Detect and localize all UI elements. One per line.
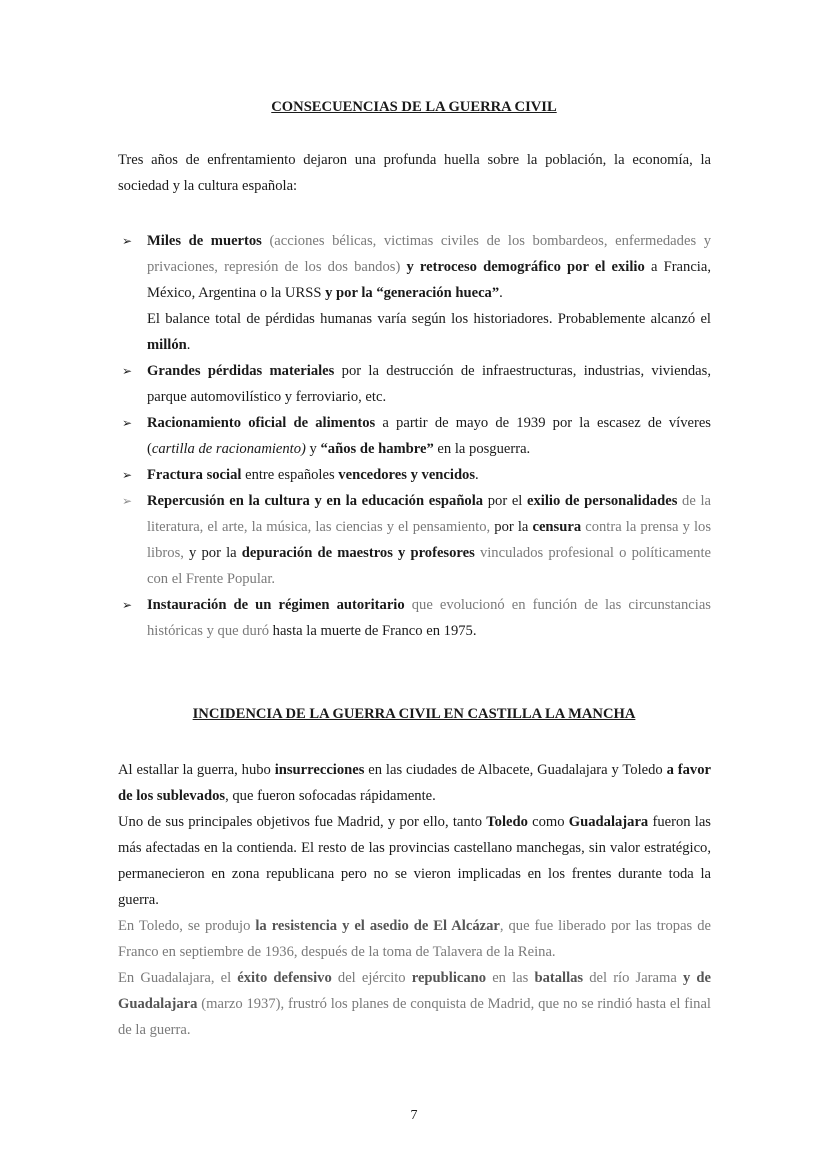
list-item-perdidas: ➢ Grandes pérdidas materiales por la destrucción de infraestructuras, industrias, viviendas, parque automovilístico y ferroviario, etc. — [118, 358, 711, 410]
arrow-bullet-icon: ➢ — [122, 364, 133, 378]
list-item-fractura: ➢ Fractura social entre españoles vencedores y vencidos. — [118, 462, 711, 488]
paragraph-toledo: En Toledo, se produjo la resistencia y el asedio de El Alcázar, que fue liberado por las tropas de Franco en septiembre de 1936, después de la toma de Talavera de la Reina. — [118, 918, 711, 960]
intro-paragraph: Tres años de enfrentamiento dejaron una profunda huella sobre la población, la economía, la sociedad y la cultura española: — [118, 152, 711, 194]
section-title-incidencia: INCIDENCIA DE LA GUERRA CIVIL EN CASTILLA LA MANCHA — [192, 706, 636, 722]
list-item-cultura: ➢ Repercusión en la cultura y en la educación española por el exilio de personalidades de la literatura, el arte, la música, las ciencias y el pensamiento, por la censura contra la prensa y los libros, y por la depuración de maestros y profesores vinculados profesional o políticamente con el Frente Popular. — [118, 488, 711, 592]
section2-body — [118, 757, 711, 1043]
arrow-bullet-icon: ➢ — [122, 416, 133, 430]
paragraph-insurrecciones: Al estallar la guerra, hubo insurrecciones en las ciudades de Albacete, Guadalajara y Toledo a favor de los sublevados, que fueron sofocadas rápidamente. — [118, 762, 711, 804]
page-number: 7 — [410, 1108, 418, 1123]
list-item-muertos: ➢ Miles de muertos (acciones bélicas, victimas civiles de los bombardeos, enfermedades y privaciones, represión de los dos bandos) y retroceso demográfico por el exilio a Francia, México, Argentina o la URSS y por la “generación hueca”. El balance total de pérdidas humanas varía según los historiadores. Probablemente alcanzó el millón. — [118, 228, 711, 358]
arrow-bullet-icon: ➢ — [122, 494, 133, 508]
paragraph-objetivos: Uno de sus principales objetivos fue Madrid, y por ello, tanto Toledo como Guadalajara fueron las más afectadas en la contienda. El resto de las provincias castellano manchegas, sin valor estratégico, permanecieron en zona republicana pero no se vieron implicadas en los frentes durante toda la guerra. — [118, 814, 711, 908]
paragraph-guadalajara: En Guadalajara, el éxito defensivo del ejército republicano en las batallas del río Jarama y de Guadalajara (marzo 1937), frustró los planes de conquista de Madrid, que no se rindió hasta el final de la guerra. — [118, 970, 712, 1038]
consequences-list — [118, 228, 711, 644]
section-title-consecuencias: CONSECUENCIAS DE LA GUERRA CIVIL — [271, 99, 557, 115]
list-item-racionamiento: ➢ Racionamiento oficial de alimentos a partir de mayo de 1939 por la escasez de víveres (cartilla de racionamiento) y “años de hambre” en la posguerra. — [118, 410, 711, 462]
arrow-bullet-icon: ➢ — [122, 468, 133, 482]
arrow-bullet-icon: ➢ — [122, 598, 133, 612]
arrow-bullet-icon: ➢ — [122, 234, 133, 248]
list-item-regimen: ➢ Instauración de un régimen autoritario que evolucionó en función de las circunstancias históricas y que duró hasta la muerte de Franco en 1975. — [118, 592, 711, 644]
